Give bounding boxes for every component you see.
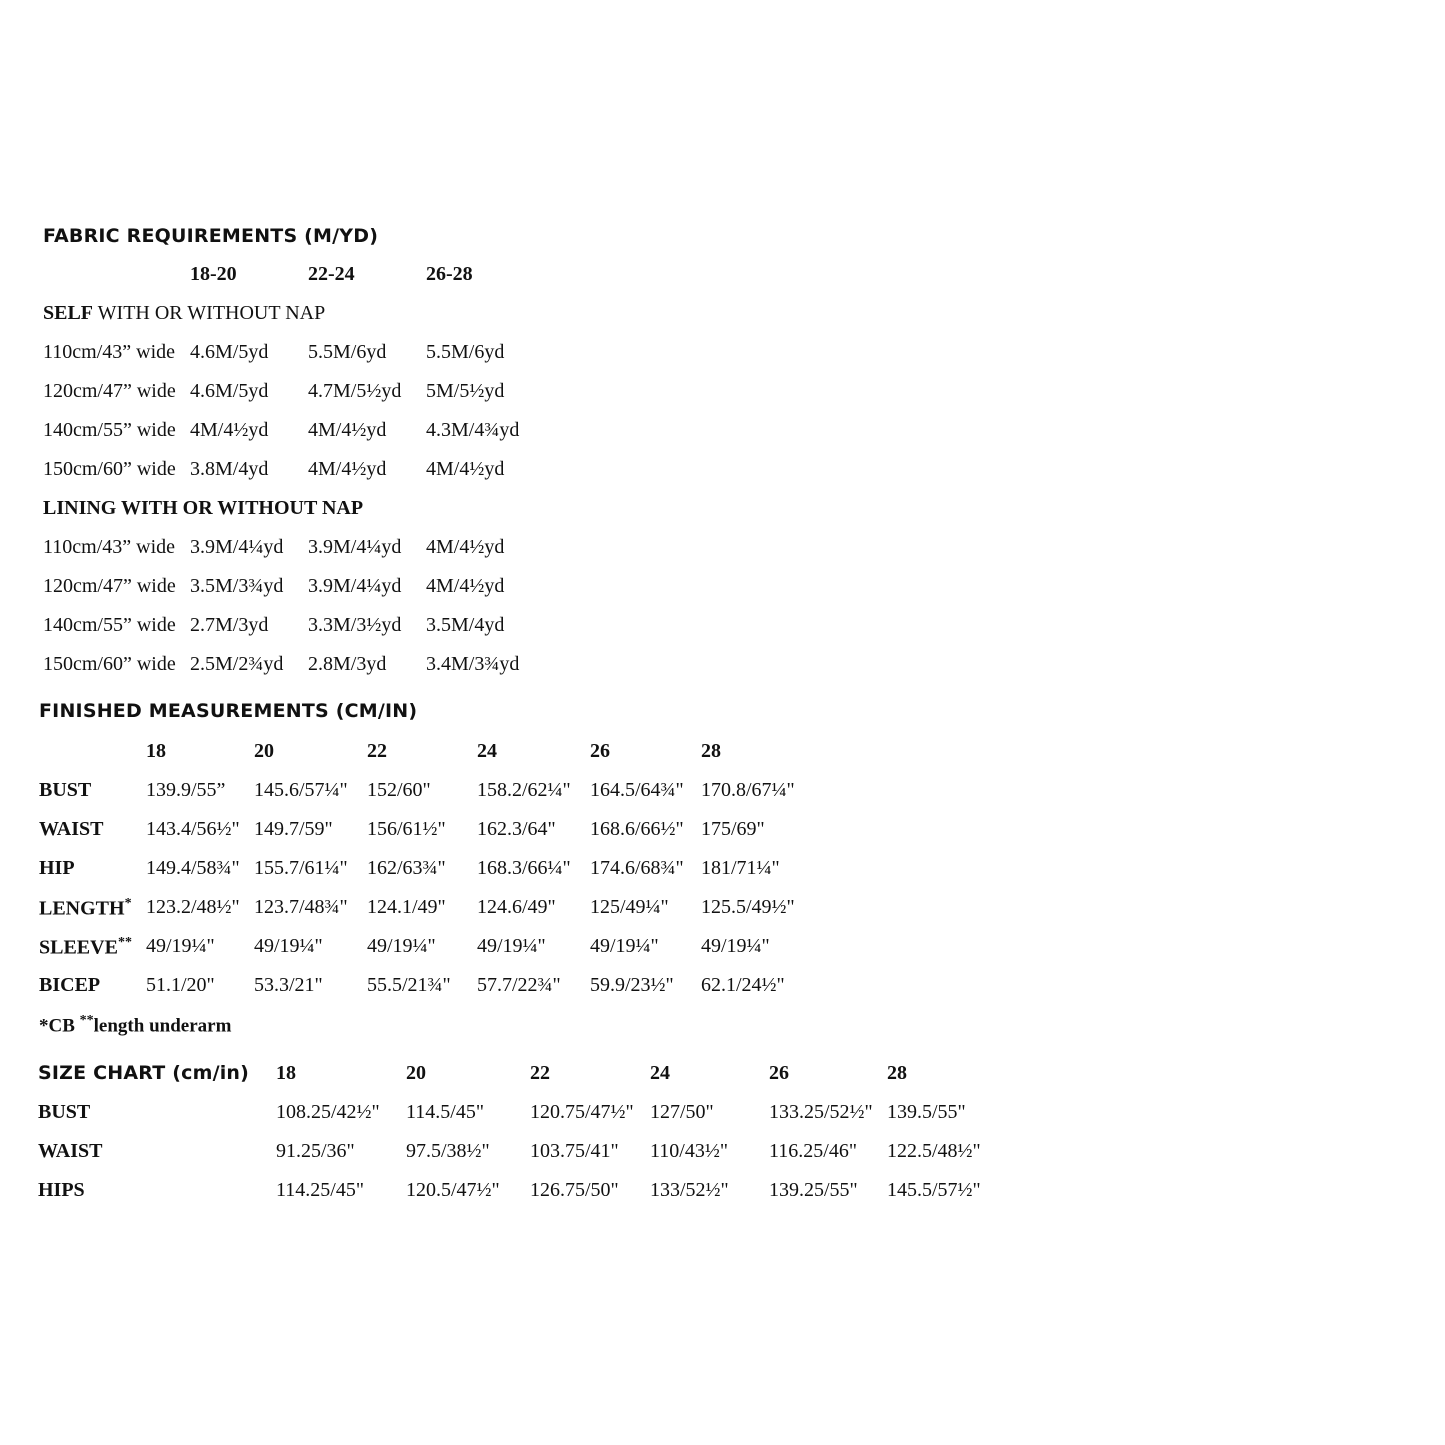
self-heading-rest: WITH OR WITHOUT NAP [93,302,326,324]
finished-cell: 49/19¼" [477,935,546,957]
finished-size-header: 22 [367,740,387,762]
finished-cell: 125.5/49½" [701,896,795,918]
sizechart-size-header: 26 [769,1062,789,1084]
fabric-cell: 3.3M/3½yd [308,614,402,636]
sizechart-cell: 114.25/45" [276,1179,364,1201]
fabric-width-label: 110cm/43” wide [43,536,176,558]
finished-cell: 149.4/58¾" [146,857,240,879]
finished-row-label-text: LENGTH [39,897,125,920]
sizechart-row-label: BUST [38,1101,91,1123]
footnote-stars: ** [79,1013,94,1028]
finished-cell: 123.2/48½" [146,896,240,918]
sizechart-cell: 91.25/36" [276,1140,355,1162]
finished-row-label-sup: * [124,896,132,911]
fabric-title: FABRIC REQUIREMENTS (M/YD) [43,225,379,247]
self-heading [43,303,325,323]
fabric-cell: 2.5M/2¾yd [190,653,284,675]
sizechart-cell: 145.5/57½" [887,1179,981,1201]
finished-cell: 49/19¼" [590,935,659,957]
finished-cell: 175/69" [701,818,765,840]
finished-cell: 143.4/56½" [146,818,240,840]
finished-cell: 49/19¼" [254,935,323,957]
sizechart-cell: 139.25/55" [769,1179,858,1201]
finished-cell: 152/60" [367,779,431,801]
sizechart-cell: 122.5/48½" [887,1140,981,1162]
finished-cell: 168.3/66¼" [477,857,571,879]
finished-cell: 125/49¼" [590,896,669,918]
finished-cell: 170.8/67¼" [701,779,795,801]
finished-row-label [39,897,132,919]
sizechart-cell: 133/52½" [650,1179,729,1201]
fabric-cell: 2.7M/3yd [190,614,269,636]
sizechart-cell: 139.5/55" [887,1101,966,1123]
finished-cell: 55.5/21¾" [367,974,451,996]
finished-cell: 164.5/64¾" [590,779,684,801]
sizechart-row-label: WAIST [38,1140,103,1162]
finished-footnote [39,1014,231,1035]
sizechart-size-header: 22 [530,1062,550,1084]
fabric-width-label: 120cm/47” wide [43,380,176,402]
finished-cell: 59.9/23½" [590,974,674,996]
fabric-width-label: 110cm/43” wide [43,341,176,363]
fabric-cell: 4.3M/4¾yd [426,419,520,441]
finished-cell: 158.2/62¼" [477,779,571,801]
sizechart-row-label: HIPS [38,1179,85,1201]
fabric-cell: 4.7M/5½yd [308,380,402,402]
fabric-cell: 2.8M/3yd [308,653,387,675]
footnote-cb: *CB [39,1015,80,1037]
finished-cell: 162/63¾" [367,857,446,879]
fabric-size-header: 26-28 [426,263,473,285]
fabric-cell: 4M/4½yd [426,536,505,558]
sizechart-size-header: 24 [650,1062,670,1084]
fabric-cell: 3.4M/3¾yd [426,653,520,675]
fabric-cell: 4.6M/5yd [190,380,269,402]
fabric-cell: 4.6M/5yd [190,341,269,363]
finished-row-label-text: SLEEVE [39,936,118,959]
sizechart-cell: 120.75/47½" [530,1101,634,1123]
finished-cell: 51.1/20" [146,974,215,996]
finished-cell: 62.1/24½" [701,974,785,996]
finished-cell: 49/19¼" [367,935,436,957]
fabric-cell: 5.5M/6yd [426,341,505,363]
sizechart-title: SIZE CHART (cm/in) [38,1062,250,1084]
finished-cell: 124.6/49" [477,896,556,918]
fabric-cell: 3.9M/4¼yd [308,536,402,558]
finished-cell: 49/19¼" [146,935,215,957]
finished-cell: 123.7/48¾" [254,896,348,918]
finished-row-label: WAIST [39,818,104,840]
sizechart-cell: 126.75/50" [530,1179,619,1201]
fabric-cell: 3.8M/4yd [190,458,269,480]
finished-cell: 156/61½" [367,818,446,840]
finished-cell: 57.7/22¾" [477,974,561,996]
fabric-width-label: 150cm/60” wide [43,653,176,675]
finished-cell: 53.3/21" [254,974,323,996]
sizechart-size-header: 28 [887,1062,907,1084]
lining-heading: LINING WITH OR WITHOUT NAP [43,497,364,519]
finished-cell: 124.1/49" [367,896,446,918]
sizechart-cell: 103.75/41" [530,1140,619,1162]
finished-row-label: HIP [39,857,75,879]
fabric-width-label: 120cm/47” wide [43,575,176,597]
finished-cell: 139.9/55” [146,779,226,801]
fabric-width-label: 140cm/55” wide [43,614,176,636]
finished-size-header: 24 [477,740,497,762]
finished-cell: 155.7/61¼" [254,857,348,879]
sizechart-size-header: 20 [406,1062,426,1084]
fabric-cell: 4M/4½yd [426,458,505,480]
finished-cell: 168.6/66½" [590,818,684,840]
finished-row-label-sup: ** [117,935,132,950]
fabric-cell: 4M/4½yd [308,458,387,480]
finished-row-label: BUST [39,779,92,801]
finished-size-header: 18 [146,740,166,762]
finished-cell: 149.7/59" [254,818,333,840]
sizechart-cell: 120.5/47½" [406,1179,500,1201]
fabric-cell: 4M/4½yd [308,419,387,441]
fabric-size-header: 18-20 [190,263,237,285]
self-heading-bold: SELF [43,302,94,324]
finished-cell: 181/71¼" [701,857,780,879]
footnote-text: length underarm [93,1015,232,1037]
finished-row-label: BICEP [39,974,101,996]
sizechart-size-header: 18 [276,1062,296,1084]
fabric-cell: 3.5M/3¾yd [190,575,284,597]
fabric-width-label: 140cm/55” wide [43,419,176,441]
finished-size-header: 20 [254,740,274,762]
fabric-cell: 4M/4½yd [426,575,505,597]
sizechart-cell: 133.25/52½" [769,1101,873,1123]
finished-size-header: 28 [701,740,721,762]
finished-cell: 162.3/64" [477,818,556,840]
fabric-width-label: 150cm/60” wide [43,458,176,480]
fabric-size-header: 22-24 [308,263,355,285]
fabric-cell: 4M/4½yd [190,419,269,441]
finished-size-header: 26 [590,740,610,762]
finished-title: FINISHED MEASUREMENTS (CM/IN) [39,700,418,722]
fabric-cell: 3.9M/4¼yd [190,536,284,558]
fabric-cell: 3.5M/4yd [426,614,505,636]
sizechart-cell: 127/50" [650,1101,714,1123]
fabric-cell: 5M/5½yd [426,380,505,402]
finished-cell: 174.6/68¾" [590,857,684,879]
sizechart-cell: 114.5/45" [406,1101,484,1123]
fabric-cell: 5.5M/6yd [308,341,387,363]
sizechart-cell: 108.25/42½" [276,1101,380,1123]
finished-cell: 145.6/57¼" [254,779,348,801]
sizechart-cell: 116.25/46" [769,1140,857,1162]
sizechart-cell: 97.5/38½" [406,1140,490,1162]
sizechart-cell: 110/43½" [650,1140,728,1162]
finished-cell: 49/19¼" [701,935,770,957]
fabric-cell: 3.9M/4¼yd [308,575,402,597]
finished-row-label [39,936,132,958]
